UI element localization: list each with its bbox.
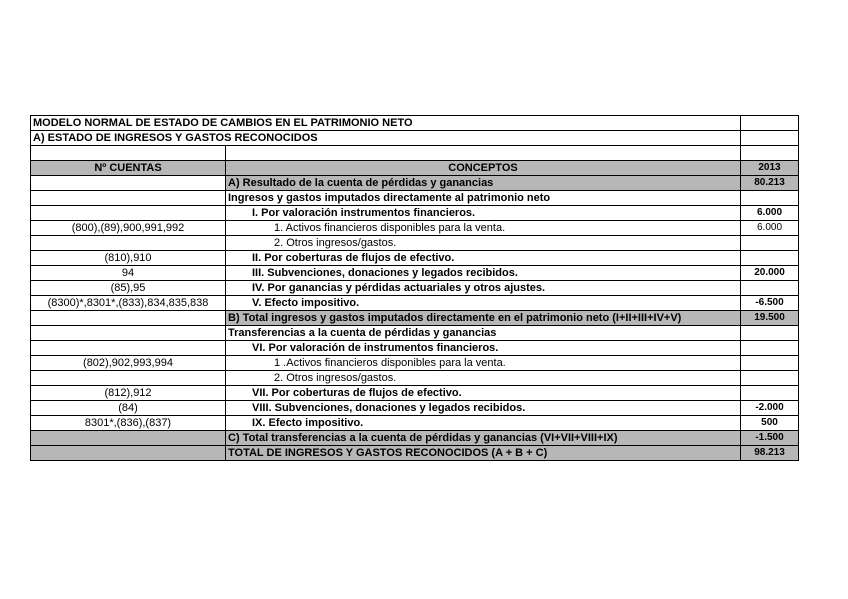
header-conceptos: CONCEPTOS	[226, 161, 741, 176]
account-cell	[31, 236, 226, 251]
concept-cell: II. Por coberturas de flujos de efectivo.	[226, 251, 741, 266]
table-row	[31, 401, 799, 416]
table-row	[31, 431, 799, 446]
header-row	[31, 161, 799, 176]
value-cell	[741, 191, 799, 206]
value-cell	[741, 251, 799, 266]
concept-cell: A) Resultado de la cuenta de pérdidas y ganancias	[226, 176, 741, 191]
account-cell	[31, 371, 226, 386]
table-row	[31, 176, 799, 191]
account-cell	[31, 176, 226, 191]
account-cell: (800),(89),900,991,992	[31, 221, 226, 236]
header-cuentas: Nº CUENTAS	[31, 161, 226, 176]
concept-cell: C) Total transferencias a la cuenta de pérdidas y ganancias (VI+VII+VIII+IX)	[226, 431, 741, 446]
value-cell: 80.213	[741, 176, 799, 191]
table-title: MODELO NORMAL DE ESTADO DE CAMBIOS EN EL PATRIMONIO NETO	[31, 116, 741, 131]
value-cell: 6.000	[741, 221, 799, 236]
value-cell: -2.000	[741, 401, 799, 416]
table-row	[31, 236, 799, 251]
account-cell: (810),910	[31, 251, 226, 266]
value-cell: 20.000	[741, 266, 799, 281]
account-cell: 94	[31, 266, 226, 281]
empty-cell	[741, 116, 799, 131]
concept-cell: 2. Otros ingresos/gastos.	[226, 236, 741, 251]
value-cell	[741, 371, 799, 386]
table-row	[31, 371, 799, 386]
value-cell: -6.500	[741, 296, 799, 311]
table-row	[31, 326, 799, 341]
value-cell	[741, 386, 799, 401]
concept-cell: 2. Otros ingresos/gastos.	[226, 371, 741, 386]
table-row	[31, 296, 799, 311]
account-cell	[31, 191, 226, 206]
account-cell: 8301*,(836),(837)	[31, 416, 226, 431]
title-row	[31, 116, 799, 131]
empty-cell	[741, 131, 799, 146]
value-cell	[741, 341, 799, 356]
table-row	[31, 386, 799, 401]
table-row	[31, 266, 799, 281]
concept-cell: Transferencias a la cuenta de pérdidas y ganancias	[226, 326, 741, 341]
header-year: 2013	[741, 161, 799, 176]
concept-cell: VI. Por valoración de instrumentos financieros.	[226, 341, 741, 356]
value-cell	[741, 281, 799, 296]
table-row	[31, 416, 799, 431]
account-cell: (84)	[31, 401, 226, 416]
table-subtitle: A) ESTADO DE INGRESOS Y GASTOS RECONOCIDOS	[31, 131, 741, 146]
equity-changes-table	[30, 115, 799, 461]
account-cell	[31, 206, 226, 221]
account-cell	[31, 326, 226, 341]
account-cell: (8300)*,8301*,(833),834,835,838	[31, 296, 226, 311]
concept-cell: VIII. Subvenciones, donaciones y legados recibidos.	[226, 401, 741, 416]
concept-cell: IX. Efecto impositivo.	[226, 416, 741, 431]
concept-cell: IV. Por ganancias y pérdidas actuariales y otros ajustes.	[226, 281, 741, 296]
value-cell: -1.500	[741, 431, 799, 446]
value-cell	[741, 356, 799, 371]
empty-cell	[741, 146, 799, 161]
empty-cell	[226, 146, 741, 161]
concept-cell: 1. Activos financieros disponibles para la venta.	[226, 221, 741, 236]
account-cell: (802),902,993,994	[31, 356, 226, 371]
table-row	[31, 341, 799, 356]
value-cell	[741, 236, 799, 251]
spacer-row	[31, 146, 799, 161]
value-cell: 98.213	[741, 446, 799, 461]
account-cell: (85),95	[31, 281, 226, 296]
value-cell: 6.000	[741, 206, 799, 221]
account-cell	[31, 446, 226, 461]
table-row	[31, 311, 799, 326]
value-cell: 500	[741, 416, 799, 431]
concept-cell: III. Subvenciones, donaciones y legados recibidos.	[226, 266, 741, 281]
table-row	[31, 251, 799, 266]
concept-cell: B) Total ingresos y gastos imputados directamente en el patrimonio neto (I+II+III+IV+V)	[226, 311, 741, 326]
table-row	[31, 281, 799, 296]
table-row	[31, 206, 799, 221]
table-row	[31, 191, 799, 206]
concept-cell: V. Efecto impositivo.	[226, 296, 741, 311]
subtitle-row	[31, 131, 799, 146]
concept-cell: 1 .Activos financieros disponibles para la venta.	[226, 356, 741, 371]
account-cell	[31, 341, 226, 356]
empty-cell	[31, 146, 226, 161]
concept-cell: VII. Por coberturas de flujos de efectivo.	[226, 386, 741, 401]
table-row	[31, 221, 799, 236]
concept-cell: Ingresos y gastos imputados directamente al patrimonio neto	[226, 191, 741, 206]
concept-cell: I. Por valoración instrumentos financieros.	[226, 206, 741, 221]
concept-cell: TOTAL DE INGRESOS Y GASTOS RECONOCIDOS (A + B + C)	[226, 446, 741, 461]
value-cell	[741, 326, 799, 341]
value-cell: 19.500	[741, 311, 799, 326]
account-cell	[31, 431, 226, 446]
table-row	[31, 446, 799, 461]
table-row	[31, 356, 799, 371]
account-cell: (812),912	[31, 386, 226, 401]
account-cell	[31, 311, 226, 326]
